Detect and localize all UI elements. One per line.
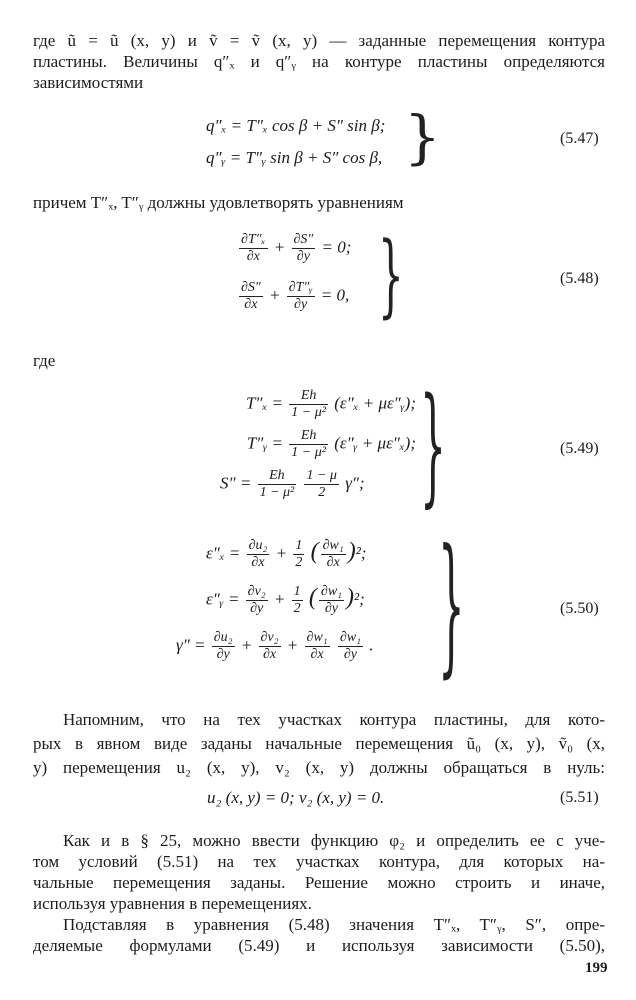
fraction-denominator: 2 bbox=[295, 555, 303, 570]
fraction-denominator: ∂x bbox=[251, 555, 265, 570]
fraction-denominator: ∂y bbox=[250, 601, 264, 616]
fraction-denominator: 2 bbox=[318, 485, 326, 500]
fraction-numerator: ∂S″ bbox=[241, 280, 261, 295]
rhs: (ε″ₓ + με″ᵧ); bbox=[334, 393, 416, 413]
fraction-numerator: 1 − μ bbox=[306, 468, 337, 483]
intro-line-2: пластины. Величины q″ₓ и q″ᵧ на контуре пластины определяются bbox=[33, 52, 605, 71]
fraction bbox=[259, 630, 281, 663]
right-brace: } bbox=[404, 103, 441, 171]
fraction bbox=[338, 630, 363, 663]
right-brace: } bbox=[420, 371, 447, 520]
eq548-line-1 bbox=[237, 232, 351, 280]
equation-number-5-48: (5.48) bbox=[560, 270, 599, 287]
fraction bbox=[293, 538, 304, 571]
fraction bbox=[258, 468, 297, 501]
fraction bbox=[304, 468, 338, 501]
para3-line-2: том условий (5.51) на тех участках контура, для которых на- bbox=[33, 852, 605, 871]
plus-sign: + bbox=[240, 635, 253, 655]
fraction-numerator: Eh bbox=[289, 388, 328, 405]
equation-5-49 bbox=[200, 388, 416, 508]
fraction bbox=[305, 630, 330, 663]
equation-tail: = 0, bbox=[320, 285, 350, 305]
fraction-denominator: ∂y bbox=[324, 601, 339, 616]
equation-5-48 bbox=[237, 232, 351, 328]
equation-number-5-49: (5.49) bbox=[560, 440, 599, 457]
fraction-numerator: ∂w₁ bbox=[320, 584, 343, 599]
eq547-line-2: q″ᵧ = T″ᵧ sin β + S″ cos β, bbox=[206, 148, 383, 167]
left-paren: ( bbox=[310, 538, 319, 565]
fraction bbox=[247, 538, 270, 571]
fraction-numerator: ∂T″ᵧ bbox=[288, 280, 313, 295]
lhs: ε″ₓ = bbox=[206, 543, 241, 563]
fraction-numerator: ∂v₂ bbox=[247, 584, 266, 599]
para4-line-2: деляемые формулами (5.49) и используя зависимости (5.50), bbox=[33, 936, 605, 955]
equation-number-5-47: (5.47) bbox=[560, 130, 599, 147]
para4-line-1: Подставляя в уравнения (5.48) значения T″ₓ, T″ᵧ, S″, опре- bbox=[63, 915, 605, 934]
gde-line: где bbox=[33, 351, 56, 370]
fraction-numerator: ∂u₂ bbox=[213, 630, 233, 645]
fraction-numerator: Eh bbox=[289, 428, 328, 445]
eq550-line-2 bbox=[176, 584, 374, 630]
fraction-numerator: ∂w₁ bbox=[339, 630, 362, 645]
para3-line-4: используя уравнения в перемещениях. bbox=[33, 894, 312, 913]
eq550-line-1 bbox=[176, 538, 374, 584]
para3-line-1: Как и в § 25, можно ввести функцию φ₂ и определить ее с уче- bbox=[63, 831, 605, 850]
eq549-line-3 bbox=[200, 468, 416, 508]
fraction-denominator: 2 bbox=[293, 601, 301, 616]
para2-line-1: Напомним, что на тех участках контура пластины, для кото- bbox=[63, 710, 605, 729]
prichem-line: причем T″ₓ, T″ᵧ должны удовлетворять уравнениям bbox=[33, 193, 404, 212]
lhs: T″ₓ = bbox=[245, 393, 284, 413]
eq550-line-3 bbox=[176, 630, 374, 676]
fraction-denominator: ∂x bbox=[310, 647, 324, 662]
fraction bbox=[239, 280, 263, 313]
fraction-numerator: 1 bbox=[295, 538, 303, 553]
fraction-numerator: ∂u₂ bbox=[248, 538, 268, 553]
right-brace: } bbox=[378, 223, 404, 328]
equation-5-50 bbox=[176, 538, 374, 676]
eq548-line-2 bbox=[237, 280, 351, 328]
fraction bbox=[292, 584, 303, 617]
fraction-numerator: ∂v₂ bbox=[260, 630, 279, 645]
fraction bbox=[239, 232, 268, 265]
fraction bbox=[246, 584, 268, 617]
fraction-numerator: Eh bbox=[258, 468, 297, 485]
intro-paragraph bbox=[33, 30, 605, 93]
fraction bbox=[319, 584, 344, 617]
text-prichem bbox=[33, 192, 605, 213]
fraction-numerator: 1 bbox=[293, 584, 301, 599]
paragraph-napomnim bbox=[33, 708, 605, 780]
plus-sign: + bbox=[273, 589, 286, 609]
eq549-line-2 bbox=[200, 428, 416, 468]
para2-line-3: y) перемещения u₂ (x, y), v₂ (x, y) должны обращаться в нуль: bbox=[33, 758, 605, 777]
eq549-line-1 bbox=[200, 388, 416, 428]
eq547-line-1: q″ₓ = T″ₓ cos β + S″ sin β; bbox=[206, 116, 386, 135]
fraction-denominator: ∂x bbox=[326, 555, 340, 570]
fraction-denominator: ∂y bbox=[296, 249, 310, 264]
fraction bbox=[292, 232, 316, 265]
plus-sign: + bbox=[275, 543, 288, 563]
fraction bbox=[212, 630, 235, 663]
fraction-denominator: ∂x bbox=[246, 249, 260, 264]
fraction bbox=[289, 388, 328, 421]
para3-line-3: чальные перемещения заданы. Решение можно строить и иначе, bbox=[33, 873, 605, 892]
paragraph-podstavlyaya bbox=[33, 914, 605, 956]
fraction-numerator: ∂T″ₓ bbox=[241, 232, 266, 247]
equation-5-51: u₂ (x, y) = 0; v₂ (x, y) = 0. bbox=[207, 788, 385, 807]
equation-tail: ²; bbox=[354, 589, 365, 609]
fraction-denominator: 1 − μ² bbox=[259, 485, 295, 500]
plus-sign: + bbox=[286, 635, 299, 655]
plus-sign: + bbox=[273, 237, 286, 257]
fraction-denominator: ∂y bbox=[294, 297, 308, 312]
fraction-denominator: ∂x bbox=[262, 647, 277, 662]
equation-5-47 bbox=[206, 110, 385, 174]
lhs: ε″ᵧ = bbox=[206, 589, 240, 609]
intro-line-3: зависимостями bbox=[33, 73, 144, 92]
lhs: γ″ = bbox=[176, 635, 206, 655]
right-paren: ) bbox=[346, 584, 355, 611]
equation-number-5-50: (5.50) bbox=[560, 600, 599, 617]
fraction bbox=[287, 280, 315, 313]
rhs: (ε″ᵧ + με″ₓ); bbox=[334, 433, 416, 453]
text-gde bbox=[33, 350, 605, 371]
equation-tail: . bbox=[369, 635, 374, 655]
fraction-denominator: ∂x bbox=[244, 297, 258, 312]
fraction bbox=[321, 538, 346, 571]
fraction bbox=[289, 428, 328, 461]
equation-tail: = 0; bbox=[321, 237, 352, 257]
fraction-numerator: ∂w₁ bbox=[322, 538, 344, 553]
para2-line-2: рых в явном виде заданы начальные перемещения ũ₀ (x, y), ṽ₀ (x, bbox=[33, 734, 605, 753]
lhs: S″ = bbox=[220, 473, 252, 493]
paragraph-kak-i bbox=[33, 830, 605, 914]
fraction-denominator: 1 − μ² bbox=[291, 445, 326, 460]
fraction-denominator: ∂y bbox=[216, 647, 230, 662]
right-paren: ) bbox=[347, 538, 356, 565]
left-paren: ( bbox=[308, 584, 317, 611]
lhs: T″ᵧ = bbox=[246, 433, 284, 453]
fraction-numerator: ∂w₁ bbox=[306, 630, 328, 645]
plus-sign: + bbox=[269, 285, 281, 305]
page-number: 199 bbox=[585, 960, 608, 976]
equation-number-5-51: (5.51) bbox=[560, 789, 599, 806]
fraction-numerator: ∂S″ bbox=[293, 232, 314, 247]
intro-line-1: где ũ = ũ (x, y) и ṽ = ṽ (x, y) — заданные перемещения контура bbox=[33, 31, 605, 50]
fraction-denominator: 1 − μ² bbox=[291, 405, 326, 420]
fraction-denominator: ∂y bbox=[343, 647, 358, 662]
equation-tail: ²; bbox=[355, 543, 367, 563]
rhs: γ″; bbox=[345, 473, 365, 493]
right-brace: } bbox=[438, 518, 465, 692]
